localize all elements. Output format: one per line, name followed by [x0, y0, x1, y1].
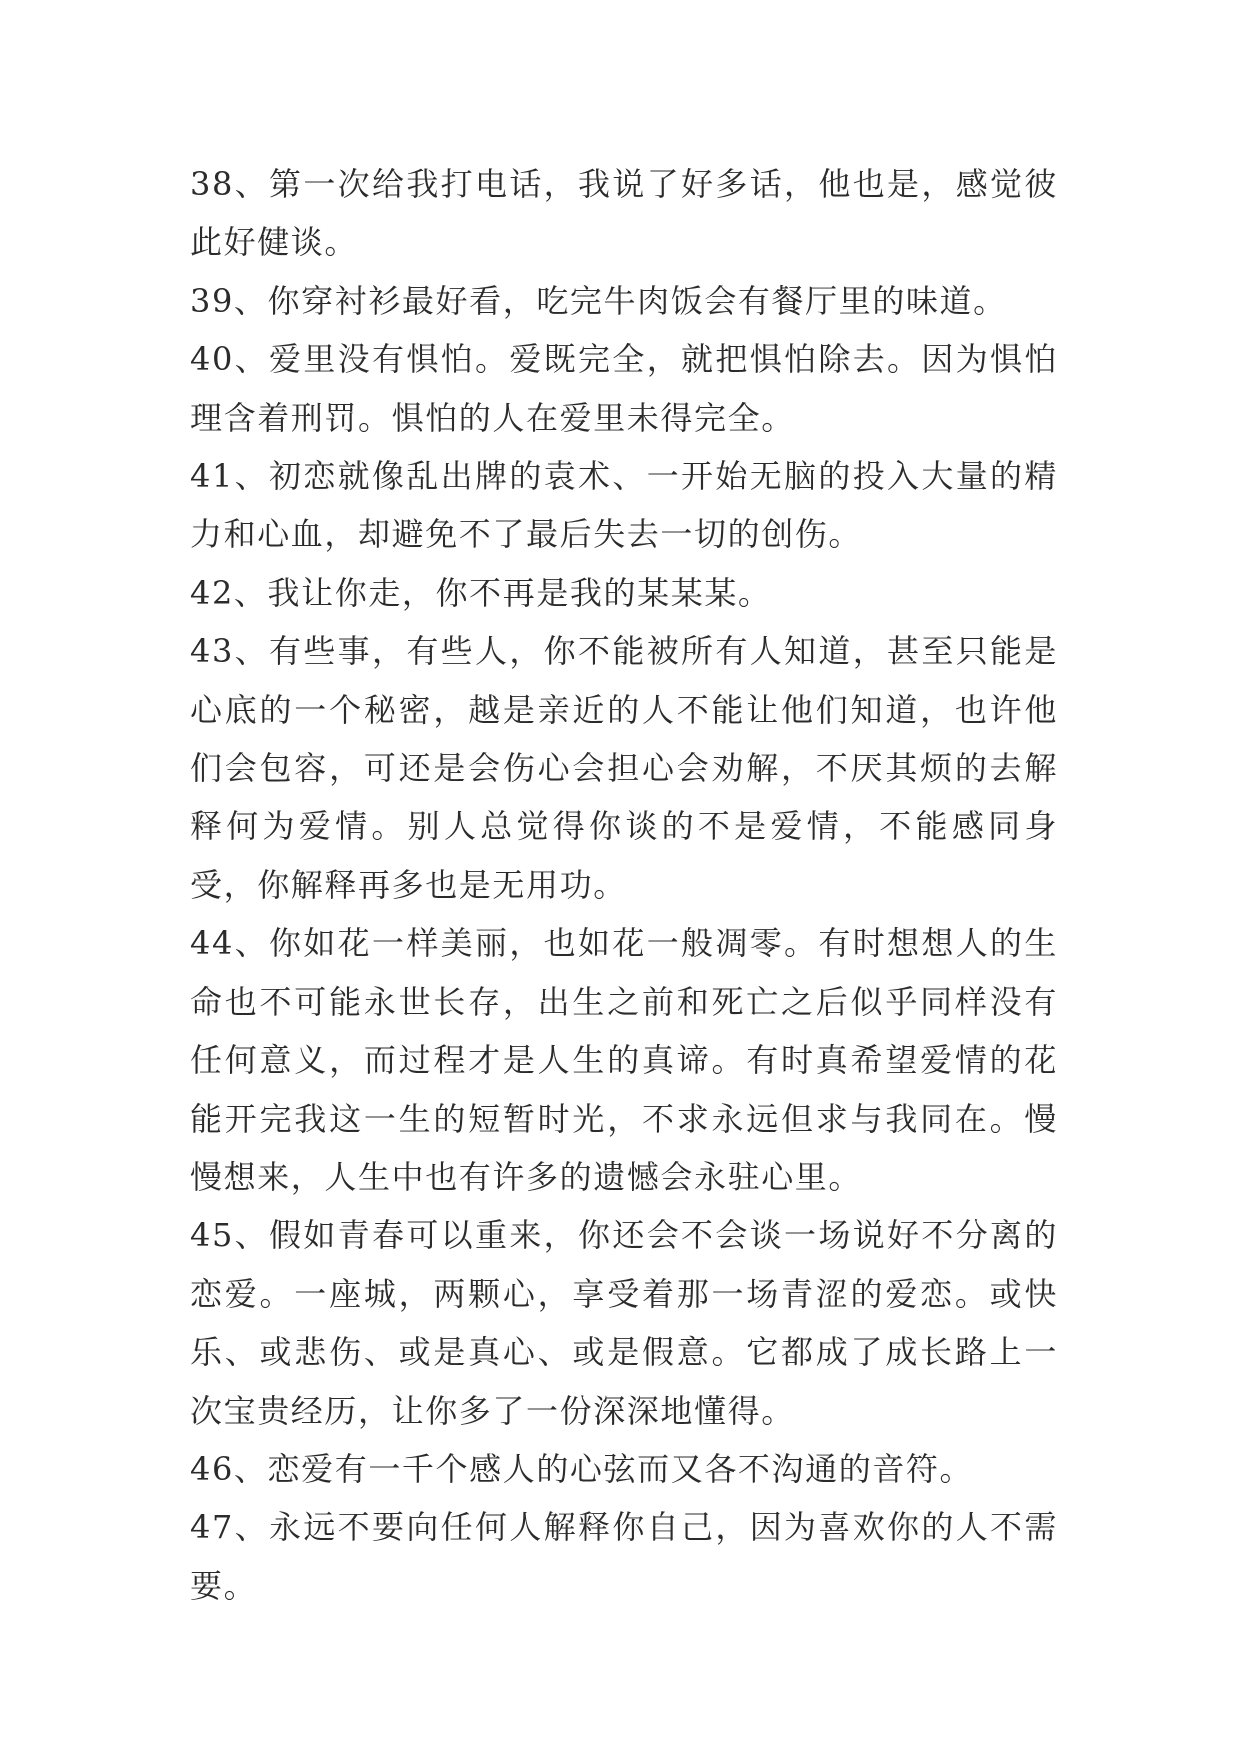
paragraph-46: 46、恋爱有一千个感人的心弦而又各不沟通的音符。 — [190, 1449, 974, 1488]
paragraph-44: 44、你如花一样美丽，也如花一般凋零。有时想想人的生命也不可能永世长存，出生之前和死亡之后似乎同样没有任何意义，而过程才是人生的真谛。有时真希望爱情的花能开完我这一生的短暂时光，不求永远但求与我同在。慢慢想来，人生中也有许多的遗憾会永驻心里。 — [190, 924, 1058, 1196]
document-body — [190, 155, 1058, 1615]
paragraph-42: 42、我让你走，你不再是我的某某某。 — [190, 573, 772, 612]
paragraph-45: 45、假如青春可以重来，你还会不会谈一场说好不分离的恋爱。一座城，两颗心，享受着那一场青涩的爱恋。或快乐、或悲伤、或是真心、或是假意。它都成了成长路上一次宝贵经历，让你多了一份深深地懂得。 — [190, 1216, 1058, 1430]
paragraph-43: 43、有些事，有些人，你不能被所有人知道，甚至只能是心底的一个秘密，越是亲近的人不能让他们知道，也许他们会包容，可还是会伤心会担心会劝解，不厌其烦的去解释何为爱情。别人总觉得你谈的不是爱情，不能感同身受，你解释再多也是无用功。 — [190, 632, 1058, 904]
paragraph-47: 47、永远不要向任何人解释你自己，因为喜欢你的人不需要。 — [190, 1508, 1058, 1605]
paragraph-41: 41、初恋就像乱出牌的袁术、一开始无脑的投入大量的精力和心血，却避免不了最后失去一切的创伤。 — [190, 457, 1058, 554]
paragraph-40: 40、爱里没有惧怕。爱既完全，就把惧怕除去。因为惧怕理含着刑罚。惧怕的人在爱里未得完全。 — [190, 340, 1058, 437]
paragraph-38: 38、第一次给我打电话，我说了好多话，他也是，感觉彼此好健谈。 — [190, 165, 1058, 262]
paragraph-39: 39、你穿衬衫最好看，吃完牛肉饭会有餐厅里的味道。 — [190, 281, 1007, 320]
